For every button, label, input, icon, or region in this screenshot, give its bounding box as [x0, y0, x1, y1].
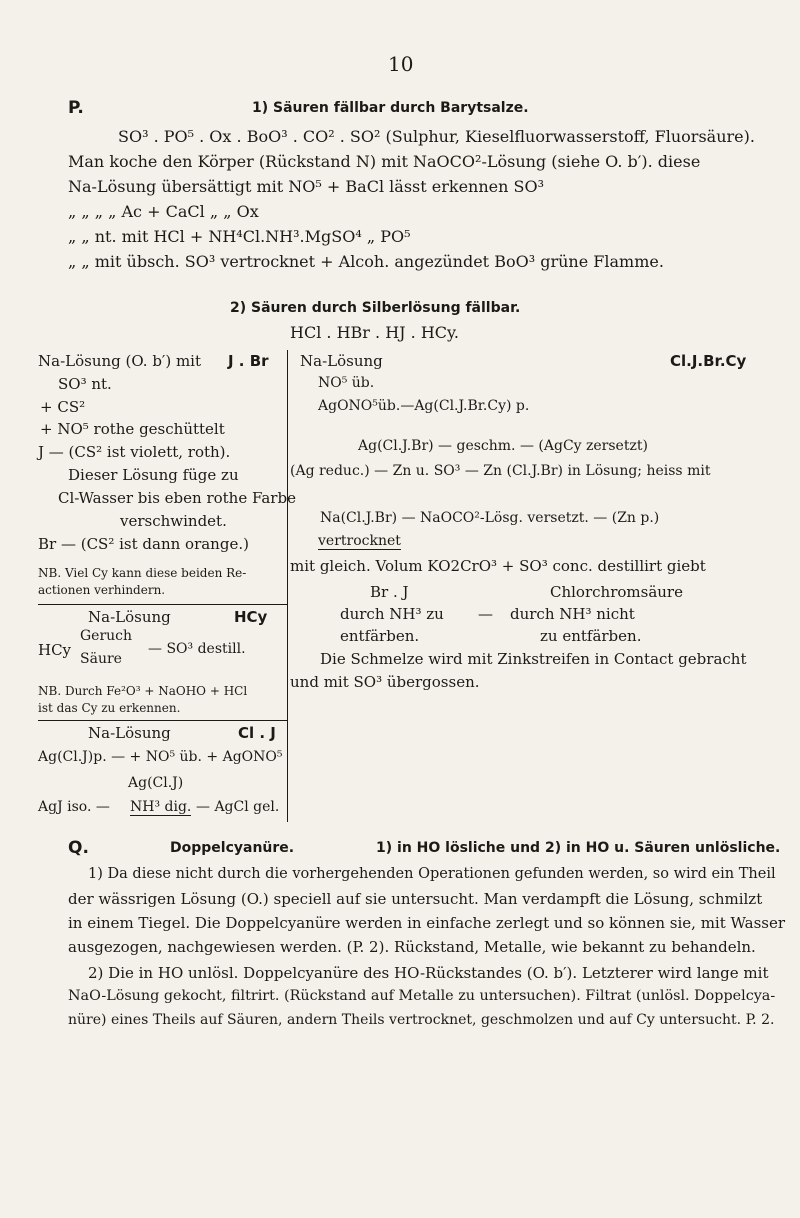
box2-reagent: — SO³ destill.: [148, 641, 246, 657]
box1-title: Na-Lösung (O. b′) mit: [38, 352, 202, 370]
box1-note-1: NB. Viel Cy kann diese beiden Re-: [38, 566, 247, 580]
page-number: 10: [388, 52, 414, 76]
box2-hcy: HCy: [38, 641, 72, 659]
right-line-9c: durch NH³ nicht: [510, 605, 635, 623]
box2-divider: [38, 720, 287, 721]
q-para2-line-2: NaO-Lösung gekocht, filtrirt. (Rückstand auf Metalle zu untersuchen). Filtrat (unlösl. Doppelcya-: [68, 988, 776, 1004]
box2-note-2: ist das Cy zu erkennen.: [38, 701, 181, 715]
box2-saeure: Säure: [80, 651, 122, 667]
box1-line-3: + NO⁵ rothe geschüttelt: [40, 420, 225, 438]
box1-line-6: Cl-Wasser bis eben rothe Farbe: [58, 489, 296, 507]
section-2-acids: HCl . HBr . HJ . HCy.: [290, 323, 460, 342]
section-q-letter: Q.: [68, 838, 89, 858]
right-line-7: mit gleich. Volum KO2CrO³ + SO³ conc. destillirt giebt: [290, 557, 706, 575]
right-line-10b: zu entfärben.: [540, 627, 642, 645]
section-p-line-6: „ „ mit übsch. SO³ vertrocknet + Alcoh. angezündet BoO³ grüne Flamme.: [68, 252, 664, 271]
box3-line-3a: AgJ iso. —: [38, 799, 110, 815]
section-p-line-5: „ „ nt. mit HCl + NH⁴Cl.NH³.MgSO⁴ „ PO⁵: [68, 227, 411, 246]
section-q-heading: Doppelcyanüre.: [170, 840, 295, 856]
q-para1-line-2: der wässrigen Lösung (O.) speciell auf sie untersucht. Man verdampft die Lösung, schmilzt: [68, 890, 763, 908]
box1-line-4: J — (CS² ist violett, roth).: [38, 443, 231, 461]
section-p-letter: P.: [68, 98, 84, 118]
right-line-8a: Br . J: [370, 583, 409, 601]
column-divider: [287, 350, 288, 756]
box3-tag: Cl . J: [238, 724, 276, 742]
right-line-4: (Ag reduc.) — Zn u. SO³ — Zn (Cl.J.Br) in Lösung; heiss mit: [290, 463, 711, 479]
q-para2-line-1: 2) Die in HO unlösl. Doppelcyanüre des HO-Rückstandes (O. b′). Letzterer wird lange mit: [88, 964, 769, 982]
q-para1-line-3: in einem Tiegel. Die Doppelcyanüre werden in einfache zerlegt und so können sie, mit Wasser: [68, 914, 786, 932]
right-tag: Cl.J.Br.Cy: [670, 352, 747, 370]
right-line-6: vertrocknet: [318, 533, 401, 549]
right-line-9b: —: [478, 605, 493, 623]
box2-geruch: Geruch: [80, 628, 133, 644]
box1-tag: J . Br: [228, 352, 269, 370]
box2-title: Na-Lösung: [88, 608, 171, 626]
box3-line-1: Ag(Cl.J)p. — + NO⁵ üb. + AgONO⁵: [38, 749, 283, 765]
box1-divider: [38, 604, 287, 605]
box3-line-3c: — AgCl gel.: [196, 799, 280, 815]
box1-line-1: SO³ nt.: [58, 375, 112, 393]
section-p-heading: 1) Säuren fällbar durch Barytsalze.: [252, 100, 529, 116]
section-q-subheading: 1) in HO lösliche und 2) in HO u. Säuren unlösliche.: [376, 840, 781, 856]
box1-line-7: verschwindet.: [120, 512, 227, 530]
box1-line-5: Dieser Lösung füge zu: [68, 466, 239, 484]
right-line-5: Na(Cl.J.Br) — NaOCO²-Lösg. versetzt. — (Zn p.): [320, 510, 660, 526]
section-2-heading: 2) Säuren durch Silberlösung fällbar.: [230, 300, 521, 316]
right-line-12: und mit SO³ übergossen.: [290, 673, 480, 691]
right-title: Na-Lösung: [300, 352, 383, 370]
q-para2-line-3: nüre) eines Theils auf Säuren, andern Theils vertrocknet, geschmolzen und auf Cy untersucht. P. 2.: [68, 1012, 775, 1028]
right-line-9a: durch NH³ zu: [340, 605, 444, 623]
section-p-line-1: SO³ . PO⁵ . Ox . BoO³ . CO² . SO² (Sulphur, Kieselfluorwasserstoff, Fluorsäure).: [118, 127, 755, 146]
right-line-1: NO⁵ üb.: [318, 375, 375, 391]
box1-line-8: Br — (CS² ist dann orange.): [38, 535, 249, 553]
section-p-line-4: „ „ „ „ Ac + CaCl „ „ Ox: [68, 202, 259, 221]
box2-note-1: NB. Durch Fe²O³ + NaOHO + HCl: [38, 684, 248, 698]
box1-line-2: + CS²: [40, 398, 86, 416]
box3-line-3b: NH³ dig.: [130, 799, 192, 815]
box3-line-2: Ag(Cl.J): [128, 775, 184, 791]
box3-title: Na-Lösung: [88, 724, 171, 742]
section-p-line-3: Na-Lösung übersättigt mit NO⁵ + BaCl lässt erkennen SO³: [68, 177, 544, 196]
section-p-line-2: Man koche den Körper (Rückstand N) mit NaOCO²-Lösung (siehe O. b′). diese: [68, 152, 701, 171]
box2-tag: HCy: [234, 608, 268, 626]
box3-divider: [287, 722, 288, 822]
box1-note-2: actionen verhindern.: [38, 583, 166, 597]
right-line-11: Die Schmelze wird mit Zinkstreifen in Contact gebracht: [320, 650, 747, 668]
q-para1-line-1: 1) Da diese nicht durch die vorhergehenden Operationen gefunden werden, so wird ein Theil: [88, 866, 776, 882]
q-para1-line-4: ausgezogen, nachgewiesen werden. (P. 2). Rückstand, Metalle, wie bekannt zu behandeln.: [68, 938, 756, 956]
right-line-10a: entfärben.: [340, 627, 420, 645]
right-line-8b: Chlorchromsäure: [550, 583, 683, 601]
right-line-3: Ag(Cl.J.Br) — geschm. — (AgCy zersetzt): [358, 438, 648, 454]
right-line-2: AgONO⁵üb.—Ag(Cl.J.Br.Cy) p.: [318, 398, 530, 414]
